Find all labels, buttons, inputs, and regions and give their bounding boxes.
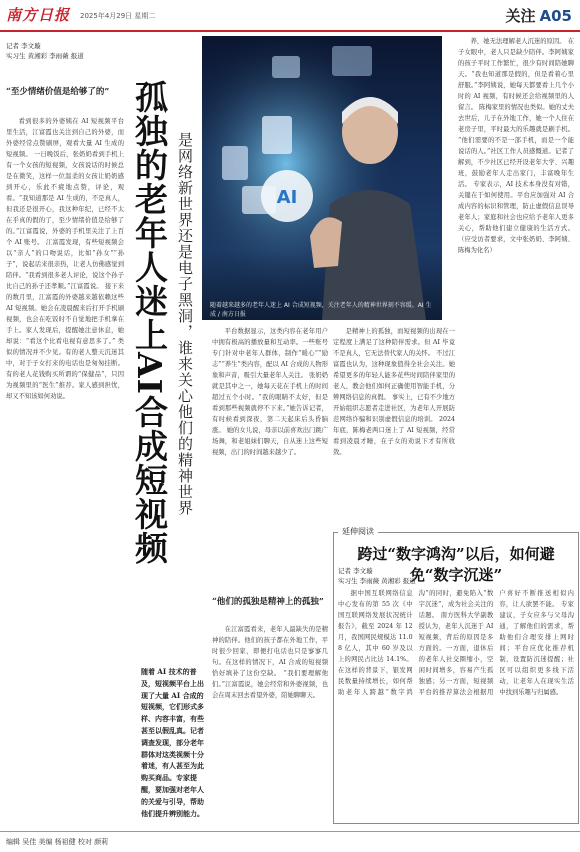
column-4-text bbox=[333, 326, 455, 522]
related-reading-tag: 延伸阅读 bbox=[338, 526, 378, 537]
editor-credits: 编辑 吴佳 美编 杨祖健 校对 颜莉 bbox=[6, 838, 109, 846]
column-3-paragraph-top: 平台数据显示，这类内容在老年用户中拥有极高的播放量和互动率。一些账号专门针对中老年人群体，制作“暖心”“励志”“养生”类内容，配以 AI 合成的人物形象和声音，吸引大量老年人关注。 张奶奶就是其中之一，她每天花在手机上的时间超过五个小时。“我的眼睛不太好，但是看到那些视频就停不下来。”她告诉记者，有时候看到深夜，第二天起床后头昏脑涨。 她的女儿说，母亲以前喜欢出门跳广场舞，和老姐妹们聊天，自从迷上这些短视频，出门的时间越来越少了。 bbox=[212, 328, 328, 456]
related-reading-title: 跨过“数字鸿沟”以后，如何避免“数字沉迷” bbox=[357, 545, 555, 584]
column-3-text-top bbox=[212, 326, 328, 592]
section-name: 关注 bbox=[505, 7, 536, 25]
page-number: A05 bbox=[539, 7, 572, 25]
headline: 孤独的老年人迷上AI合成短视频 bbox=[130, 80, 169, 566]
newspaper-logo: 南方日报 bbox=[6, 6, 71, 24]
photo-caption: 随着越来越多的老年人迷上 AI 合成短视频，关注老年人的精神世界刻不容缓。AI 生成 / 南方日报 bbox=[210, 302, 432, 318]
article-photo bbox=[202, 36, 442, 320]
article-lede: 随着 AI 技术的普及，短视频平台上出现了大量 AI 合成的短视频，它们形式多样、内容丰富，有些甚至以假乱真。记者调查发现，部分老年群体对这类视频十分着迷，有人甚至为此购买商品。专家提醒，要加强对老年人的关爱与引导，帮助他们提升辨别能力。 bbox=[141, 667, 204, 818]
byline bbox=[6, 41, 124, 61]
column-5-paragraph: 养，她无法理解老人沉迷的原因。 在子女眼中，老人只是缺少陪伴。李阿姨家的孩子平时工作繁忙，很少有时间陪她聊天。“我也知道那是假的，但是看着心里舒服。”李阿姨说，她每天都要看上几个小时的 AI 视频，有时候还会给视频里的人留言。 陈梅家里的情况也类似。她的丈夫去世后，儿子在外地工作，她一个人住在老房子里，平时最大的乐趣就是刷手机。 “他们需要的不是一部手机，而是一个能说话的人。”社区工作人员感慨道。记者了解到，不少社区已经开设老年大学、兴趣班，鼓励老年人走出家门，丰富晚年生活。 专家表示，AI 技术本身没有对错，关键在于如何使用。平台应加强对 AI 合成内容的标识和管理，防止虚假信息误导老年人；家庭和社会也应给予老年人更多关心，帮助他们建立健康的生活方式。 （应受访者要求，文中张奶奶、李阿姨、陈梅为化名） bbox=[458, 38, 574, 254]
column-3-text-bottom bbox=[212, 624, 328, 824]
column-5-text bbox=[458, 36, 574, 522]
related-byline-interns: 实习生 李雨薇 黄湘彩 报道 bbox=[338, 577, 416, 585]
related-reading-paragraph: 据中国互联网络信息中心发布的第 55 次《中国互联网络发展状况统计报告》，截至 2024 年 12 月，我国网民规模达 11.08 亿人，其中 60 岁及以上的网民占比达 14.1%。在这样的背景下，银发网民数量持续增长，如何帮助老年人跨越“数字鸿沟”的同时，避免陷入“数字沉迷”，成为社会关注的话题。 南方医科大学副教授认为，老年人沉迷于 AI 短视频，背后的原因是多方面的。一方面，退休后的老年人社交圈缩小，空闲时间增多，容易产生孤独感；另一方面，短视频平台的推荐算法会根据用户喜好不断推送相似内容，让人欲罢不能。 专家建议，子女应多与父母沟通，了解他们的需求，帮助他们合理安排上网时间；平台应优化推荐机制，设置防沉迷提醒；社区可以组织更多线下活动，让老年人在现实生活中找到乐趣与归属感。 bbox=[338, 590, 574, 696]
svg-text:AI: AI bbox=[276, 187, 298, 208]
subheading-1: “至少情绪价值是给够了的” bbox=[6, 87, 110, 97]
related-byline bbox=[338, 566, 456, 586]
section-label bbox=[506, 5, 573, 26]
ai-elderly-illustration bbox=[202, 36, 442, 320]
subheading-2: “他们的孤独是精神上的孤独” bbox=[212, 597, 324, 607]
related-byline-reporter: 记者 李文璇 bbox=[338, 567, 373, 575]
sub-headline: 是网络新世界还是电子黑洞，谁来关心他们的精神世界 bbox=[176, 132, 194, 516]
column-1-text bbox=[6, 116, 124, 824]
page-header bbox=[0, 0, 580, 32]
column-4-paragraph: 是精神上的孤独，而短视频的出现在一定程度上满足了这种陪伴需求。但 AI 毕竟不是真人，它无法替代家人的关怀。 不过江富霞也认为，这种现象值得全社会关注。她希望更多的年轻人能多花些时间陪伴家里的老人，教会他们如何正确使用智能手机，分辨网络信息的真假。 事实上，已有不少地方开始组织志愿者走进社区，为老年人开展防范网络诈骗和识别虚假信息的培训。 2024 年底，陈梅老两口迷上了 AI 短视频，经常看到凌晨才睡，在子女的劝说下才有所收敛。 bbox=[333, 328, 455, 456]
related-reading-text bbox=[338, 588, 574, 818]
issue-date: 2025年4月29日 星期二 bbox=[80, 12, 156, 20]
page-footer bbox=[0, 831, 580, 852]
byline-reporter: 记者 李文璇 bbox=[6, 42, 41, 50]
byline-interns: 实习生 黄湘彩 李雨薇 报道 bbox=[6, 52, 84, 60]
column-1-paragraph: 看到很多的外婆姨在 AI 短视频平台里生活，江富霞也关注到自己的外婆，而外婆经常点赞刷屏，观看大量 AI 生成的短视频。 一日晚饭后，张奶奶看到手机上有一个女孩的短视频，女孩说话的时候总是在微笑，这样一位温柔的女孩让奶奶感到开心，乐此不疲地点赞，评论，观看。“我知道那是 AI 生成的，不是真人，但我还是很开心，我这种年纪，已经不太在乎真的假的了，至少情绪价值是给够了的。”江富霞说，外婆的手机里关注了上百个 AI 账号。 江富霞发现，有些短视频会以“亲人”的口吻说话，比如“孙女”“孙子”，说起话来很亲热，让老人仿佛感觉到陪伴。“我看到很多老人评论，说这个孙子比自己的孙子还孝顺。”江富霞说。 接下来的数月里，江富霞的外婆越来越依赖这些 AI 短视频。她会在凌晨醒来后打开手机刷视频，也会在吃饭时不自觉地把手机拿在手上。家人发现后，提醒她注意休息，她却说：“看这个比看电视有意思多了。” 类似的情况并不少见。有的老人整天沉迷其中，对于子女打来的电话也是匆匆挂断。有的老人花钱购买所谓的“保健品”，只因为视频里的“医生”推荐。家人感到担忧，却又不知该如何劝说。 bbox=[6, 118, 124, 400]
column-3-paragraph-bottom: 在江富霞看来，老年人最缺失的是精神的陪伴。他们的孩子都在外地工作，平时很少回家，即便打电话也只是寥寥几句。在这样的情况下，AI 合成的短视频恰好填补了这份空缺。 “我们要理解他们。”江富霞说，她会经常和外婆视频，也会在周末回去看望外婆，陪她聊聊天。 bbox=[212, 626, 328, 699]
